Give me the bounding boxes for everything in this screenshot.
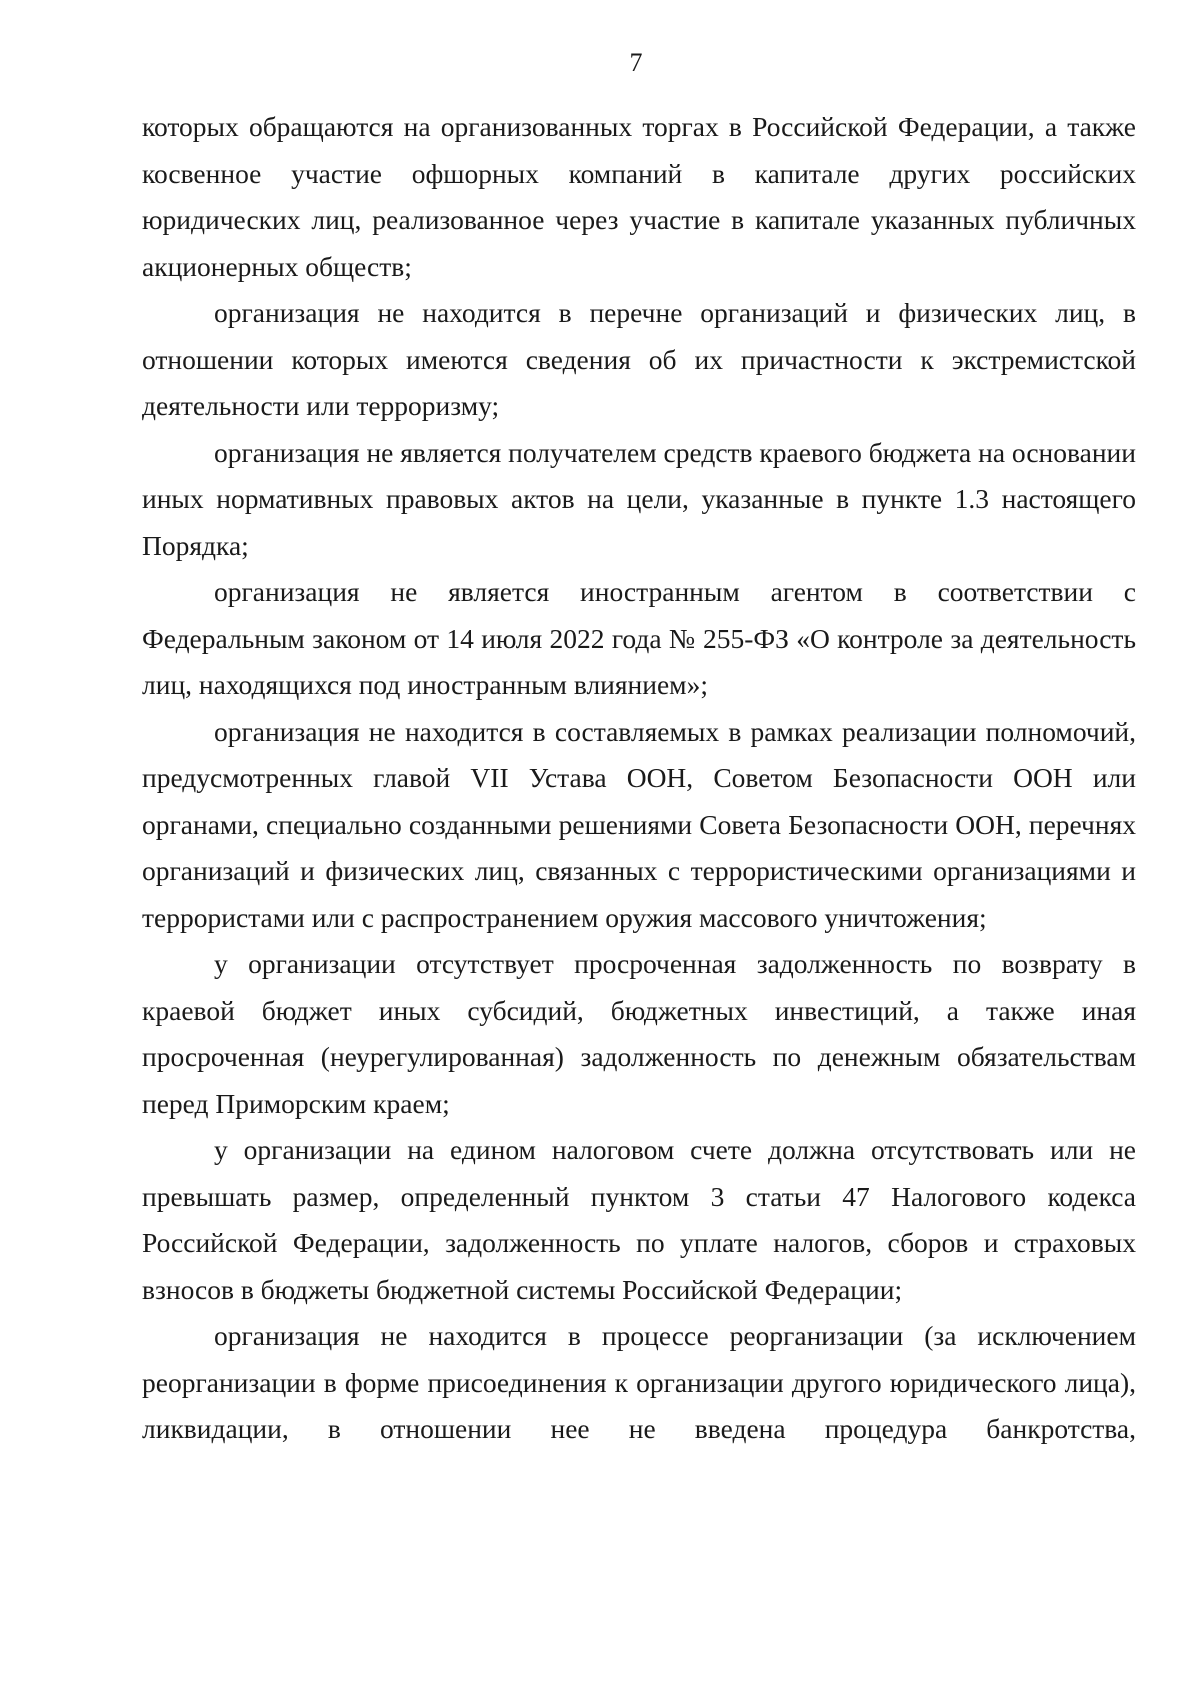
paragraph-extremism-list: организация не находится в перечне организаций и физических лиц, в отношении которых имеются сведения об их причастности к экстремистской деятельности или терроризму; [142, 297, 1136, 421]
paragraph-un-sanctions-list: организация не находится в составляемых в рамках реализации полномочий, предусмотренных главой VII Устава ООН, Советом Безопасности ООН или органами, специально созданными решениями Совета Безопасности ООН, перечнях организаций и физических лиц, связанных с террористическими организациями и террористами или с распространением оружия массового уничтожения; [142, 715, 1136, 933]
page-number: 7 [629, 48, 643, 77]
paragraph-no-reorganization: организация не находится в процессе реорганизации (за исключением реорганизации в форме присоединения к организации другого юридического лица), ликвидации, в отношении нее не введена процедура банкротства, [142, 1320, 1136, 1444]
paragraph-tax-debt: у организации на едином налоговом счете должна отсутствовать или не превышать размер, определенный пунктом 3 статьи 47 Налогового кодекса Российской Федерации, задолженность по уплате налогов, сборов и страховых взносов в бюджеты бюджетной системы Российской Федерации; [142, 1134, 1136, 1305]
paragraph-not-budget-recipient: организация не является получателем средств краевого бюджета на основании иных нормативных правовых актов на цели, указанные в пункте 1.3 настоящего Порядка; [142, 436, 1136, 561]
paragraph-not-foreign-agent: организация не является иностранным агентом в соответствии с Федеральным законом от 14 июля 2022 года № 255-ФЗ «О контроле за деятельность лиц, находящихся под иностранным влиянием»; [142, 576, 1136, 700]
document-body [142, 104, 1136, 1453]
paragraph-continued: которых обращаются на организованных торгах в Российской Федерации, а также косвенное участие офшорных компаний в капитале других российских юридических лиц, реализованное через участие в капитале указанных публичных акционерных обществ; [142, 111, 1136, 282]
paragraph-no-overdue-debt: у организации отсутствует просроченная задолженность по возврату в краевой бюджет иных субсидий, бюджетных инвестиций, а также иная просроченная (неурегулированная) задолженность по денежным обязательствам перед Приморским краем; [142, 948, 1136, 1119]
